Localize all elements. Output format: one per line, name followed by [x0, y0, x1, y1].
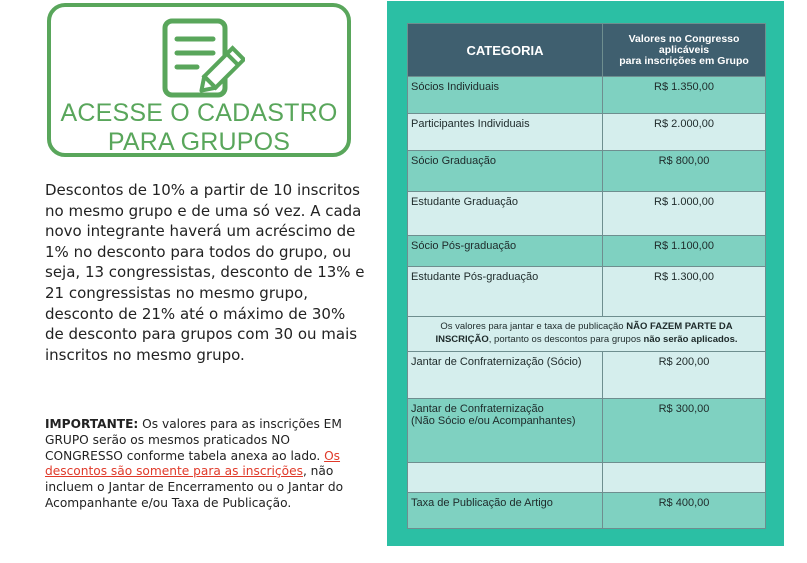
cta-label-line2: PARA GRUPOS	[107, 128, 291, 156]
cta-label-line1: ACESSE O CADASTRO	[60, 99, 338, 127]
row-value: R$ 1.100,00	[603, 236, 766, 267]
discount-description: Descontos de 10% a partir de 10 inscritos no mesmo grupo e de uma só vez. A cada novo integrante haverá um acréscimo de 1% no desconto para todos do grupo, ou seja, 13 congressistas, desconto de 13% e 21 congressistas no mesmo grupo, desconto de 21% até o máximo de 30% de desconto para grupos com 30 ou mais inscritos no mesmo grupo.	[45, 181, 365, 364]
table-row	[408, 267, 766, 317]
header-category: CATEGORIA	[408, 24, 603, 77]
row-value: R$ 800,00	[603, 151, 766, 192]
table-row	[408, 151, 766, 192]
row-value: R$ 1.350,00	[603, 77, 766, 114]
table-row	[408, 114, 766, 151]
price-panel	[387, 1, 784, 546]
table-row	[408, 236, 766, 267]
row-category: Estudante Graduação	[408, 192, 603, 236]
discount-highlight: Os descontos são somente para as inscrições	[45, 448, 341, 479]
cta-label	[51, 99, 347, 157]
header-values-line3: para inscrições em Grupo	[619, 54, 749, 67]
table-row	[408, 192, 766, 236]
row-value: R$ 200,00	[603, 352, 766, 399]
header-values-line1: Valores no Congresso	[628, 32, 740, 45]
row-value: R$ 400,00	[603, 493, 766, 529]
notice-bold-1: NÃO FAZEM PARTE DA INSCRIÇÃO	[435, 321, 733, 345]
important-text-2: , não incluem o Jantar de Encerramento ou o Jantar do Acompanhante e/ou Taxa de Publicação.	[45, 464, 344, 510]
row-category: Sócio Graduação	[408, 151, 603, 192]
header-values	[603, 24, 766, 77]
important-text-1: Os valores para as inscrições EM GRUPO serão os mesmos praticados NO CONGRESSO conforme tabela anexa ao lado.	[45, 417, 342, 463]
dinner-fee-notice	[408, 317, 766, 352]
group-registration-button[interactable]	[47, 3, 351, 157]
header-values-line2: aplicáveis	[658, 43, 710, 56]
notice-bold-2: não serão aplicados.	[643, 333, 738, 345]
row-category: Participantes Individuais	[408, 114, 603, 151]
row-category-line2: (Não Sócio e/ou Acompanhantes)	[411, 415, 576, 427]
table-row	[408, 352, 766, 399]
important-note	[45, 417, 365, 512]
row-category-line1: Jantar de Confraternização	[411, 403, 544, 415]
row-category: Sócios Individuais	[408, 77, 603, 114]
row-value: R$ 2.000,00	[603, 114, 766, 151]
notice-text-1: Os valores para jantar e taxa de publicação	[440, 321, 627, 332]
price-table	[407, 23, 766, 529]
row-category: Taxa de Publicação de Artigo	[408, 493, 603, 529]
row-value: R$ 300,00	[603, 399, 766, 463]
notice-text-2: , portanto os descontos para grupos	[488, 333, 644, 345]
row-value: R$ 1.000,00	[603, 192, 766, 236]
row-category	[408, 399, 603, 463]
document-edit-icon	[159, 17, 245, 101]
table-row	[408, 77, 766, 114]
row-category: Jantar de Confraternização (Sócio)	[408, 352, 603, 399]
important-label: IMPORTANTE:	[45, 417, 139, 431]
empty-cell	[408, 463, 603, 493]
table-row	[408, 399, 766, 463]
table-header	[408, 24, 766, 77]
row-value: R$ 1.300,00	[603, 267, 766, 317]
row-category: Estudante Pós-graduação	[408, 267, 603, 317]
empty-row	[408, 463, 766, 493]
table-row	[408, 493, 766, 529]
row-category: Sócio Pós-graduação	[408, 236, 603, 267]
empty-cell	[603, 463, 766, 493]
notice-row	[408, 317, 766, 352]
